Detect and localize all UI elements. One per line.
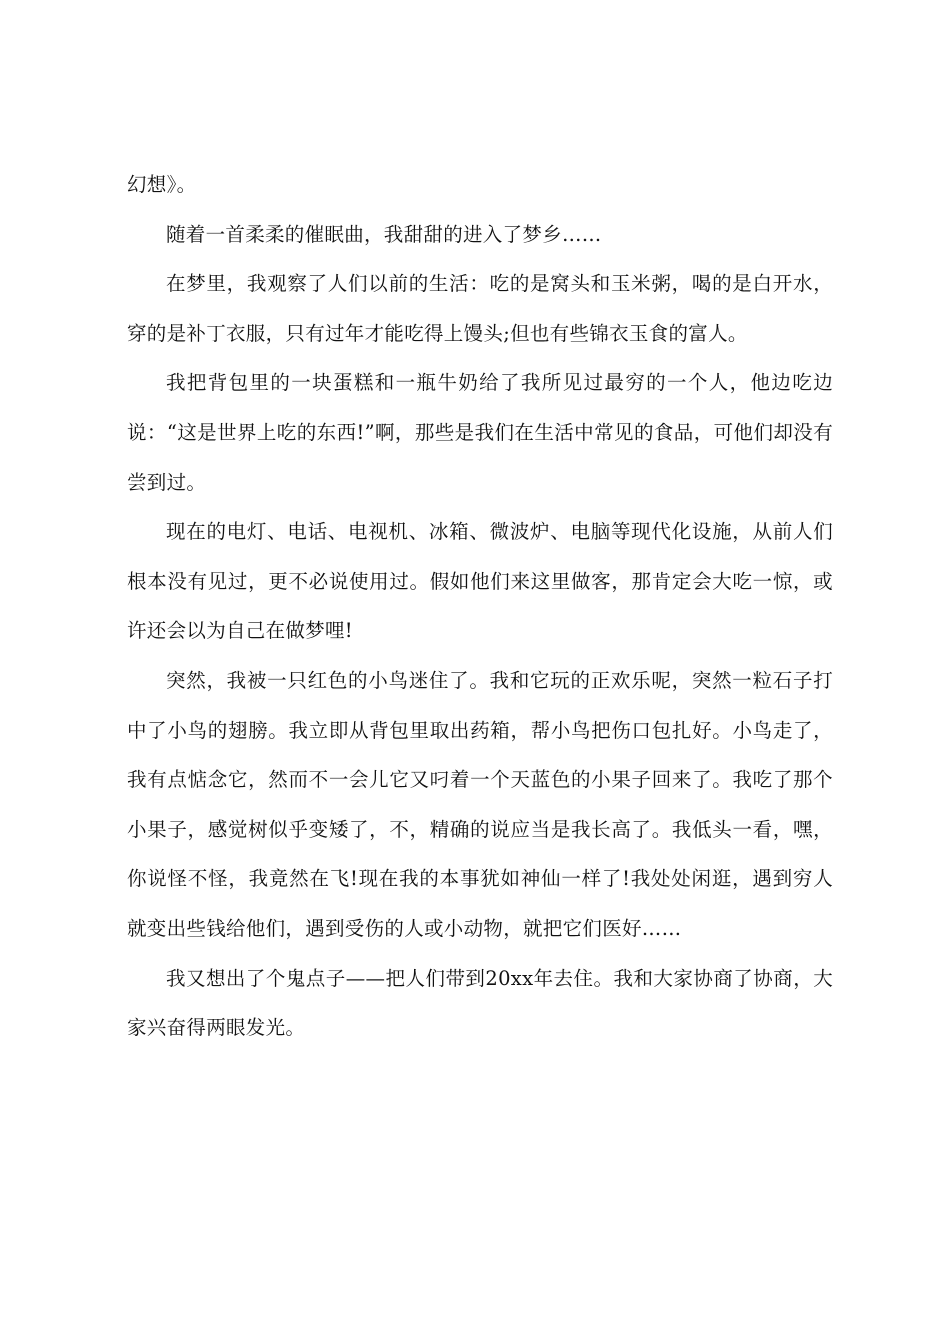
paragraph: 我又想出了个鬼点子——把人们带到20xx年去住。我和大家协商了协商，大家兴奋得两眼发光。 bbox=[127, 966, 833, 1040]
paragraph-continuation: 幻想》。 bbox=[127, 173, 197, 196]
paragraph: 在梦里，我观察了人们以前的生活：吃的是窝头和玉米粥，喝的是白开水，穿的是补丁衣服，只有过年才能吃得上馒头;但也有些锦衣玉食的富人。 bbox=[127, 272, 833, 345]
paragraph: 现在的电灯、电话、电视机、冰箱、微波炉、电脑等现代化设施，从前人们根本没有见过，更不必说使用过。假如他们来这里做客，那肯定会大吃一惊，或许还会以为自己在做梦哩! bbox=[127, 520, 833, 643]
paragraph: 我把背包里的一块蛋糕和一瓶牛奶给了我所见过最穷的一个人，他边吃边说：“这是世界上吃的东西!”啊，那些是我们在生活中常见的食品，可他们却没有尝到过。 bbox=[127, 371, 833, 494]
paragraph: 随着一首柔柔的催眠曲，我甜甜的进入了梦乡…… bbox=[166, 222, 602, 246]
paragraph: 突然，我被一只红色的小鸟迷住了。我和它玩的正欢乐呢，突然一粒石子打中了小鸟的翅膀。我立即从背包里取出药箱，帮小鸟把伤口包扎好。小鸟走了，我有点惦念它，然而不一会儿它又叼着一个天蓝色的小果子回来了。我吃了那个小果子，感觉树似乎变矮了，不，精确的说应当是我长高了。我低头一看，嘿，你说怪不怪，我竟然在飞!现在我的本事犹如神仙一样了!我处处闲逛，遇到穷人就变出些钱给他们，遇到受伤的人或小动物，就把它们医好…… bbox=[127, 668, 833, 940]
document-body bbox=[127, 160, 833, 1053]
